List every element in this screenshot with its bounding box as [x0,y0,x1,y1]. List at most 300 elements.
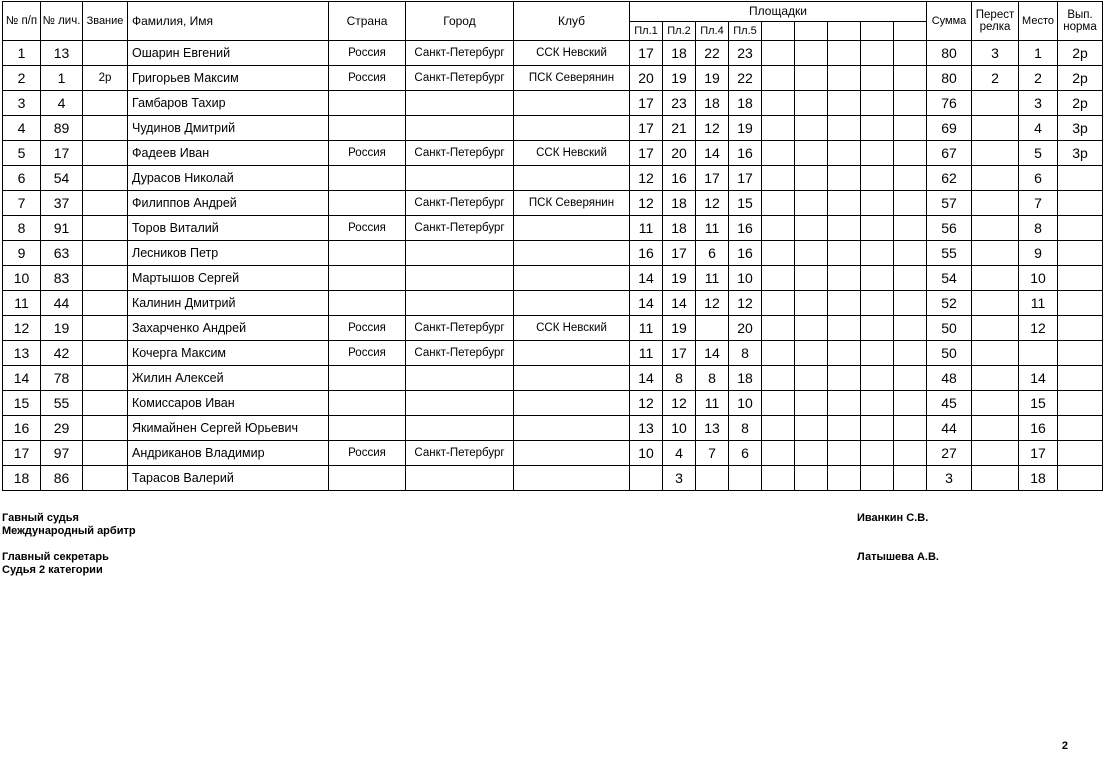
cell-site-5: 17 [729,166,762,191]
cell-site-4: 7 [696,441,729,466]
cell-site-empty [894,466,927,491]
table-row [3,116,1103,141]
table-row [3,366,1103,391]
cell-site-empty [795,216,828,241]
col-city-header: Город [406,2,514,41]
cell-name: Лесников Петр [128,241,329,266]
table-row [3,241,1103,266]
cell-site-empty [795,141,828,166]
cell-sum: 45 [927,391,972,416]
cell-sum: 50 [927,316,972,341]
cell-norm [1058,216,1103,241]
cell-rank [83,41,128,66]
cell-country [329,266,406,291]
cell-place: 4 [1019,116,1058,141]
cell-site-empty [861,466,894,491]
col-name-header: Фамилия, Имя [128,2,329,41]
cell-site-empty [828,91,861,116]
cell-rank [83,141,128,166]
cell-site-empty [894,441,927,466]
cell-site-empty [795,266,828,291]
cell-name: Комиссаров Иван [128,391,329,416]
cell-site-empty [861,391,894,416]
cell-sum: 54 [927,266,972,291]
cell-site-empty [762,341,795,366]
cell-place: 6 [1019,166,1058,191]
cell-rank [83,191,128,216]
cell-site-empty [762,416,795,441]
cell-site-1: 17 [630,41,663,66]
cell-bib: 4 [41,91,83,116]
cell-site-empty [795,66,828,91]
cell-site-empty [828,66,861,91]
cell-site-empty [828,416,861,441]
cell-site-empty [861,141,894,166]
cell-place: 9 [1019,241,1058,266]
cell-site-empty [762,41,795,66]
chief-secretary-title: Главный секретарь [2,551,109,563]
table-row [3,341,1103,366]
cell-site-empty [861,341,894,366]
cell-site-empty [762,141,795,166]
cell-site-1: 12 [630,191,663,216]
cell-place: 16 [1019,416,1058,441]
cell-norm [1058,316,1103,341]
cell-club [514,416,630,441]
col-site-header: Пл.4 [696,22,729,41]
cell-site-4: 12 [696,116,729,141]
cell-site-1: 11 [630,316,663,341]
cell-city [406,416,514,441]
cell-reshoot [972,366,1019,391]
table-row [3,166,1103,191]
cell-site-1: 11 [630,216,663,241]
cell-num: 10 [3,266,41,291]
cell-bib: 54 [41,166,83,191]
cell-bib: 78 [41,366,83,391]
table-row [3,291,1103,316]
cell-site-empty [828,341,861,366]
cell-bib: 55 [41,391,83,416]
cell-reshoot: 3 [972,41,1019,66]
cell-site-empty [795,466,828,491]
cell-sum: 50 [927,341,972,366]
cell-site-empty [828,316,861,341]
cell-country: Россия [329,41,406,66]
cell-norm: 2р [1058,41,1103,66]
cell-place: 18 [1019,466,1058,491]
cell-sum: 27 [927,441,972,466]
cell-num: 4 [3,116,41,141]
cell-country [329,391,406,416]
cell-site-empty [894,241,927,266]
cell-name: Чудинов Дмитрий [128,116,329,141]
cell-site-4: 14 [696,341,729,366]
cell-country: Россия [329,316,406,341]
cell-city [406,91,514,116]
cell-city [406,166,514,191]
cell-bib: 37 [41,191,83,216]
cell-reshoot [972,291,1019,316]
cell-sum: 52 [927,291,972,316]
cell-rank [83,366,128,391]
cell-city [406,266,514,291]
cell-reshoot [972,116,1019,141]
cell-name: Григорьев Максим [128,66,329,91]
chief-judge-name: Иванкин С.В. [857,512,929,524]
cell-site-empty [894,41,927,66]
cell-bib: 44 [41,291,83,316]
cell-bib: 86 [41,466,83,491]
cell-country [329,466,406,491]
cell-site-4: 17 [696,166,729,191]
cell-site-empty [795,91,828,116]
cell-site-4: 22 [696,41,729,66]
cell-site-empty [828,366,861,391]
cell-site-4 [696,316,729,341]
cell-site-2: 17 [663,241,696,266]
cell-site-5: 8 [729,416,762,441]
cell-site-empty [762,366,795,391]
cell-norm [1058,366,1103,391]
cell-site-empty [894,191,927,216]
cell-site-5: 18 [729,91,762,116]
table-row [3,216,1103,241]
cell-reshoot [972,441,1019,466]
col-site-header: Пл.1 [630,22,663,41]
col-site-header [828,22,861,41]
cell-site-1: 14 [630,266,663,291]
cell-site-5: 6 [729,441,762,466]
chief-judge-block [2,512,136,538]
cell-club: ПСК Северянин [514,66,630,91]
cell-site-empty [894,366,927,391]
cell-site-2: 21 [663,116,696,141]
cell-site-empty [894,341,927,366]
table-row [3,91,1103,116]
cell-club: ССК Невский [514,316,630,341]
cell-site-4: 12 [696,191,729,216]
cell-site-5: 16 [729,141,762,166]
cell-reshoot [972,316,1019,341]
cell-name: Мартышов Сергей [128,266,329,291]
cell-bib: 19 [41,316,83,341]
cell-site-empty [894,216,927,241]
cell-site-empty [861,266,894,291]
cell-bib: 89 [41,116,83,141]
cell-club [514,216,630,241]
cell-club [514,266,630,291]
cell-city: Санкт-Петербург [406,66,514,91]
cell-name: Торов Виталий [128,216,329,241]
cell-name: Филиппов Андрей [128,191,329,216]
cell-club [514,391,630,416]
cell-name: Дурасов Николай [128,166,329,191]
cell-reshoot [972,191,1019,216]
col-country-header: Страна [329,2,406,41]
cell-site-2: 17 [663,341,696,366]
cell-name: Ошарин Евгений [128,41,329,66]
cell-site-4: 11 [696,391,729,416]
cell-norm: 3р [1058,141,1103,166]
cell-rank: 2р [83,66,128,91]
cell-place: 7 [1019,191,1058,216]
cell-name: Андриканов Владимир [128,441,329,466]
cell-reshoot [972,416,1019,441]
cell-site-5: 10 [729,391,762,416]
cell-sum: 67 [927,141,972,166]
cell-site-empty [762,191,795,216]
cell-site-empty [762,316,795,341]
cell-sum: 80 [927,66,972,91]
cell-rank [83,341,128,366]
cell-site-2: 4 [663,441,696,466]
cell-site-empty [762,266,795,291]
cell-bib: 13 [41,41,83,66]
cell-rank [83,216,128,241]
cell-num: 11 [3,291,41,316]
cell-rank [83,166,128,191]
cell-site-4: 8 [696,366,729,391]
cell-site-empty [762,241,795,266]
col-bib-header: № лич. [41,2,83,41]
cell-site-empty [795,41,828,66]
cell-site-5: 22 [729,66,762,91]
cell-num: 8 [3,216,41,241]
cell-place: 14 [1019,366,1058,391]
cell-sum: 57 [927,191,972,216]
page-number: 2 [1061,740,1068,752]
cell-site-empty [828,141,861,166]
table-row [3,441,1103,466]
cell-norm [1058,341,1103,366]
cell-country: Россия [329,141,406,166]
chief-judge-subtitle: Международный арбитр [2,525,136,537]
cell-site-empty [861,166,894,191]
cell-site-empty [828,441,861,466]
cell-site-empty [861,316,894,341]
cell-sum: 56 [927,216,972,241]
cell-site-4: 11 [696,216,729,241]
chief-secretary-subtitle: Судья 2 категории [2,564,103,576]
chief-judge-title: Гавный судья [2,512,79,524]
cell-site-1: 17 [630,91,663,116]
cell-bib: 42 [41,341,83,366]
cell-name: Фадеев Иван [128,141,329,166]
cell-site-empty [795,191,828,216]
col-site-header [894,22,927,41]
col-num-header: № п/п [3,2,41,41]
cell-bib: 91 [41,216,83,241]
cell-country [329,416,406,441]
cell-site-empty [894,116,927,141]
cell-site-empty [894,166,927,191]
cell-place: 3 [1019,91,1058,116]
cell-club [514,166,630,191]
cell-site-2: 14 [663,291,696,316]
cell-norm [1058,441,1103,466]
cell-name: Тарасов Валерий [128,466,329,491]
col-site-header: Пл.2 [663,22,696,41]
cell-name: Захарченко Андрей [128,316,329,341]
cell-site-2: 18 [663,216,696,241]
col-place-header: Место [1019,2,1058,41]
table-row [3,141,1103,166]
cell-country: Россия [329,216,406,241]
cell-norm [1058,291,1103,316]
cell-norm [1058,466,1103,491]
col-site-header [861,22,894,41]
table-row [3,191,1103,216]
cell-club: ПСК Северянин [514,191,630,216]
cell-num: 3 [3,91,41,116]
cell-country: Россия [329,341,406,366]
cell-reshoot [972,166,1019,191]
cell-site-1 [630,466,663,491]
cell-site-empty [861,441,894,466]
cell-site-empty [828,266,861,291]
cell-reshoot [972,91,1019,116]
cell-name: Жилин Алексей [128,366,329,391]
cell-num: 13 [3,341,41,366]
table-row [3,391,1103,416]
cell-site-empty [795,416,828,441]
cell-reshoot [972,391,1019,416]
cell-country [329,366,406,391]
cell-site-5: 10 [729,266,762,291]
cell-site-empty [894,66,927,91]
cell-rank [83,291,128,316]
cell-reshoot [972,266,1019,291]
chief-secretary-name: Латышева А.В. [857,551,939,563]
cell-sum: 69 [927,116,972,141]
cell-rank [83,391,128,416]
cell-site-empty [795,291,828,316]
cell-bib: 83 [41,266,83,291]
cell-bib: 29 [41,416,83,441]
cell-city: Санкт-Петербург [406,41,514,66]
cell-site-empty [861,41,894,66]
cell-reshoot [972,216,1019,241]
col-rank-header: Звание [83,2,128,41]
cell-city: Санкт-Петербург [406,441,514,466]
cell-site-5: 8 [729,341,762,366]
cell-site-5: 20 [729,316,762,341]
cell-club: ССК Невский [514,141,630,166]
cell-site-empty [762,391,795,416]
cell-country [329,116,406,141]
cell-site-empty [861,416,894,441]
cell-site-empty [795,441,828,466]
cell-site-5: 23 [729,41,762,66]
cell-reshoot [972,341,1019,366]
cell-city [406,241,514,266]
sites-group-header: Площадки [630,2,927,22]
cell-site-empty [894,91,927,116]
cell-site-2: 3 [663,466,696,491]
cell-norm: 3р [1058,116,1103,141]
cell-site-2: 8 [663,366,696,391]
cell-site-empty [894,266,927,291]
cell-reshoot: 2 [972,66,1019,91]
cell-sum: 55 [927,241,972,266]
cell-norm [1058,416,1103,441]
cell-site-empty [861,191,894,216]
cell-site-4: 18 [696,91,729,116]
cell-place: 12 [1019,316,1058,341]
cell-site-empty [828,391,861,416]
col-site-header [795,22,828,41]
cell-site-2: 16 [663,166,696,191]
cell-site-empty [861,116,894,141]
cell-num: 5 [3,141,41,166]
cell-site-empty [894,416,927,441]
col-site-header: Пл.5 [729,22,762,41]
cell-site-empty [762,466,795,491]
table-row [3,66,1103,91]
cell-site-1: 16 [630,241,663,266]
cell-site-empty [795,341,828,366]
cell-club [514,91,630,116]
cell-site-1: 11 [630,341,663,366]
cell-site-empty [894,291,927,316]
cell-num: 12 [3,316,41,341]
cell-club [514,116,630,141]
cell-site-4: 13 [696,416,729,441]
cell-site-1: 20 [630,66,663,91]
cell-rank [83,466,128,491]
cell-site-5 [729,466,762,491]
cell-site-2: 19 [663,66,696,91]
cell-site-empty [795,166,828,191]
cell-club: ССК Невский [514,41,630,66]
cell-city [406,116,514,141]
cell-country [329,166,406,191]
cell-rank [83,441,128,466]
cell-site-empty [861,216,894,241]
results-body [3,41,1103,491]
cell-site-empty [762,216,795,241]
cell-club [514,441,630,466]
cell-sum: 62 [927,166,972,191]
cell-site-5: 15 [729,191,762,216]
cell-num: 9 [3,241,41,266]
cell-sum: 48 [927,366,972,391]
cell-reshoot [972,241,1019,266]
cell-city [406,366,514,391]
col-sum-header: Сумма [927,2,972,41]
cell-site-5: 12 [729,291,762,316]
cell-country: Россия [329,441,406,466]
cell-place: 1 [1019,41,1058,66]
cell-norm [1058,241,1103,266]
cell-sum: 80 [927,41,972,66]
cell-reshoot [972,141,1019,166]
cell-site-empty [861,291,894,316]
cell-site-empty [894,391,927,416]
cell-site-empty [762,291,795,316]
col-norm-header: Вып. норма [1058,2,1103,41]
table-row [3,41,1103,66]
cell-site-2: 23 [663,91,696,116]
cell-country [329,291,406,316]
cell-bib: 17 [41,141,83,166]
cell-site-empty [828,291,861,316]
cell-site-1: 14 [630,291,663,316]
cell-city [406,466,514,491]
cell-num: 14 [3,366,41,391]
cell-place: 17 [1019,441,1058,466]
